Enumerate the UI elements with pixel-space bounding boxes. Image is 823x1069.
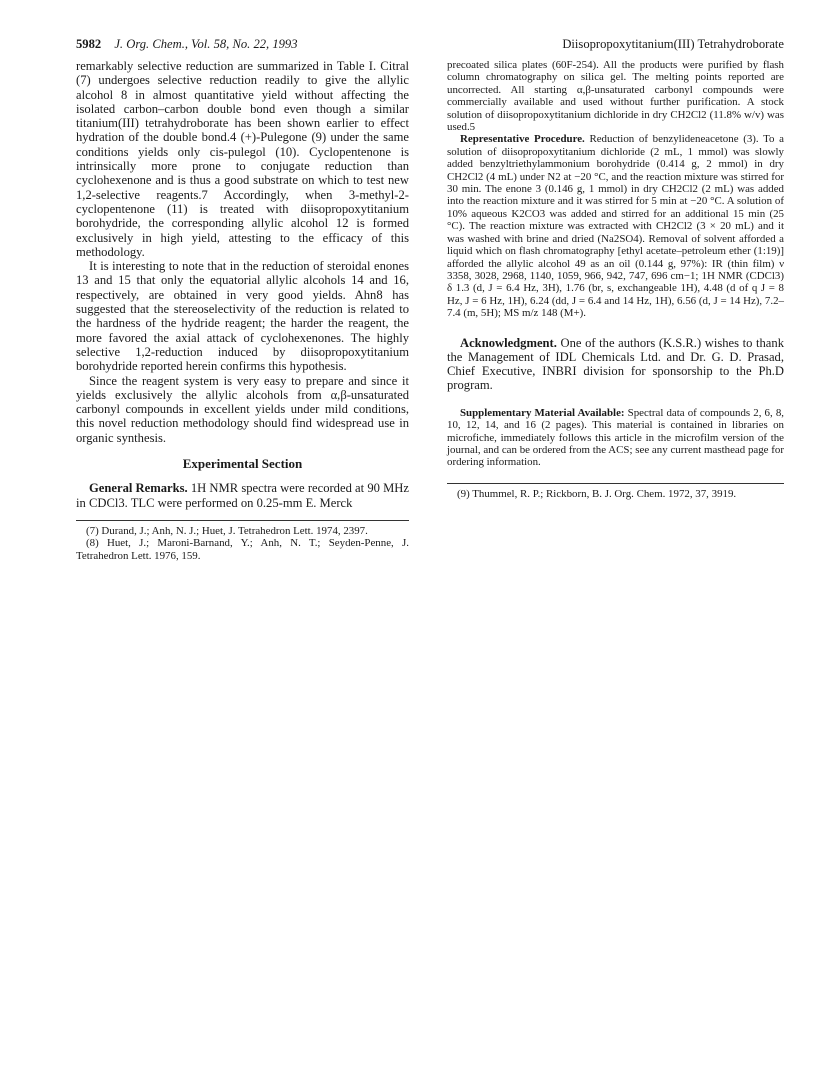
footnote: (7) Durand, J.; Anh, N. J.; Huet, J. Tetrahedron Lett. 1974, 2397. bbox=[86, 524, 368, 537]
acknowledgment: Acknowledgment. One of the authors (K.S.R.) wishes to thank the Management of IDL Chemicals Ltd. and Dr. G. D. Prasad, Chief Executive, INBRI division for sponsorship to the Ph.D program. bbox=[447, 335, 784, 393]
runin-heading: Supplementary Material Available: bbox=[460, 406, 625, 419]
body-paragraph: It is interesting to note that in the reduction of steroidal enones 13 and 15 that only the equatorial allylic alcohols 14 and 16, respectively, are obtained in very good yields. Ahn8 has suggested that the stereoselectivity of the reduction is related to the hardness of the hydride reagent; the harder the reagent, the more favored the axial attack of cyclohexenones. The highly selective 1,2-reduction induced by diisopropoxytitanium borohydride reported herein confirms this hypothesis. bbox=[76, 259, 409, 374]
representative-procedure: Representative Procedure. Reduction of benzylideneacetone (3). To a solution of diisopropoxytitanium dichloride (2 mL, 1 mmol) was slowly added benzyltriethylammonium borohydride (0.414 g, 2 mmol) in dry CH2Cl2 (4 mL) under N2 at −20 °C, and the reaction mixture was stirred for 30 min. The enone 3 (0.146 g, 1 mmol) in dry CH2Cl2 (2 mL) was added into the reaction mixture and it was stirred for 5 min at −20 °C. A solution of 10% aqueous K2CO3 was added and stirred for an additional 15 min (25 °C). The reaction mixture was extracted with CH2Cl2 (3 × 20 mL) and it was washed with brine and dried (Na2SO4). Removal of solvent afforded a liquid which on flash chromatography [ethyl acetate–petroleum ether (1:19)] afforded the allylic alcohol 49 as an oil (0.144 g, 97%): IR (thin film) ν 3358, 3028, 2968, 1140, 1059, 966, 942, 747, 696 cm−1; 1H NMR (CDCl3) δ 1.3 (d, J = 6.4 Hz, 3H), 1.76 (br, s, exchangeable 1H), 4.48 (d of q J = 8 Hz, J = 6 Hz, 1H), 6.24 (dd, J = 6.4 and 14 Hz, 1H), 6.56 (d, J = 14 Hz), 7.2–7.4 (m, 5H); MS m/z 148 (M+). bbox=[447, 133, 784, 320]
runin-heading: Acknowledgment. bbox=[460, 335, 557, 350]
journal-citation: J. Org. Chem., Vol. 58, No. 22, 1993 bbox=[114, 37, 298, 51]
footnote-divider bbox=[447, 483, 784, 484]
footnote: (9) Thummel, R. P.; Rickborn, B. J. Org. Chem. 1972, 37, 3919. bbox=[457, 487, 737, 500]
running-header bbox=[76, 37, 784, 53]
body-paragraph: precoated silica plates (60F-254). All the products were purified by flash column chromatography on silica gel. The melting points reported are uncorrected. All starting α,β-unsaturated carbonyl compounds were commercially available and used without further purification. A stock solution of diisopropoxytitanium dichloride in dry CH2Cl2 (11.8% w/v) was used.5 bbox=[447, 59, 784, 134]
running-title: Diisopropoxytitanium(III) Tetrahydroborate bbox=[562, 37, 784, 51]
page-number: 5982 bbox=[76, 37, 102, 51]
footnote-divider bbox=[76, 520, 409, 521]
body-paragraph: Since the reagent system is very easy to prepare and since it yields exclusively the allylic alcohols from α,β-unsaturated carbonyl compounds in excellent yields under mild conditions, this novel reduction methodology should find widespread use in organic synthesis. bbox=[76, 373, 409, 445]
general-remarks-paragraph: General Remarks. 1H NMR spectra were recorded at 90 MHz in CDCl3. TLC were performed on 0.25-mm E. Merck bbox=[76, 481, 409, 510]
right-column bbox=[447, 59, 784, 500]
supplementary-material: Supplementary Material Available: Spectral data of compounds 2, 6, 8, 10, 12, 14, and 16 (2 pages). This material is contained in libraries on microfiche, immediately follows this article in the microfilm version of the journal, and can be ordered from the ACS; see any current masthead page for ordering information. bbox=[447, 406, 784, 469]
section-heading: Experimental Section bbox=[182, 456, 303, 472]
runin-heading: Representative Procedure. bbox=[460, 133, 585, 146]
footnotes bbox=[76, 525, 409, 562]
body-paragraph: remarkably selective reduction are summarized in Table I. Citral (7) undergoes selective reduction readily to give the allylic alcohol 8 in almost quantitative yield without affecting the isolated carbon–carbon double bond even though a similar titanium(III) tetrahydroborate has been shown earlier to effect hydration of the double bond.4 (+)-Pulegone (9) under the same conditions yields only cis-pulegol (10). Cyclopentenone is intrinsically more prone to conjugate reduction than cyclohexenone and is thus a good substrate on which to test new 1,2-selective reagents.7 Accordingly, when 3-methyl-2-cyclopentenone (11) is treated with diisopropoxytitanium borohydride, the corresponding allylic alcohol 12 is formed exclusively in high yield, attesting to the efficacy of this methodology. bbox=[76, 59, 409, 259]
footnote: (8) Huet, J.; Maroni-Barnand, Y.; Anh, N. T.; Seyden-Penne, J. Tetrahedron Lett. 1976, 159. bbox=[76, 537, 409, 562]
runin-heading: General Remarks. bbox=[89, 481, 188, 496]
left-column bbox=[76, 59, 409, 562]
